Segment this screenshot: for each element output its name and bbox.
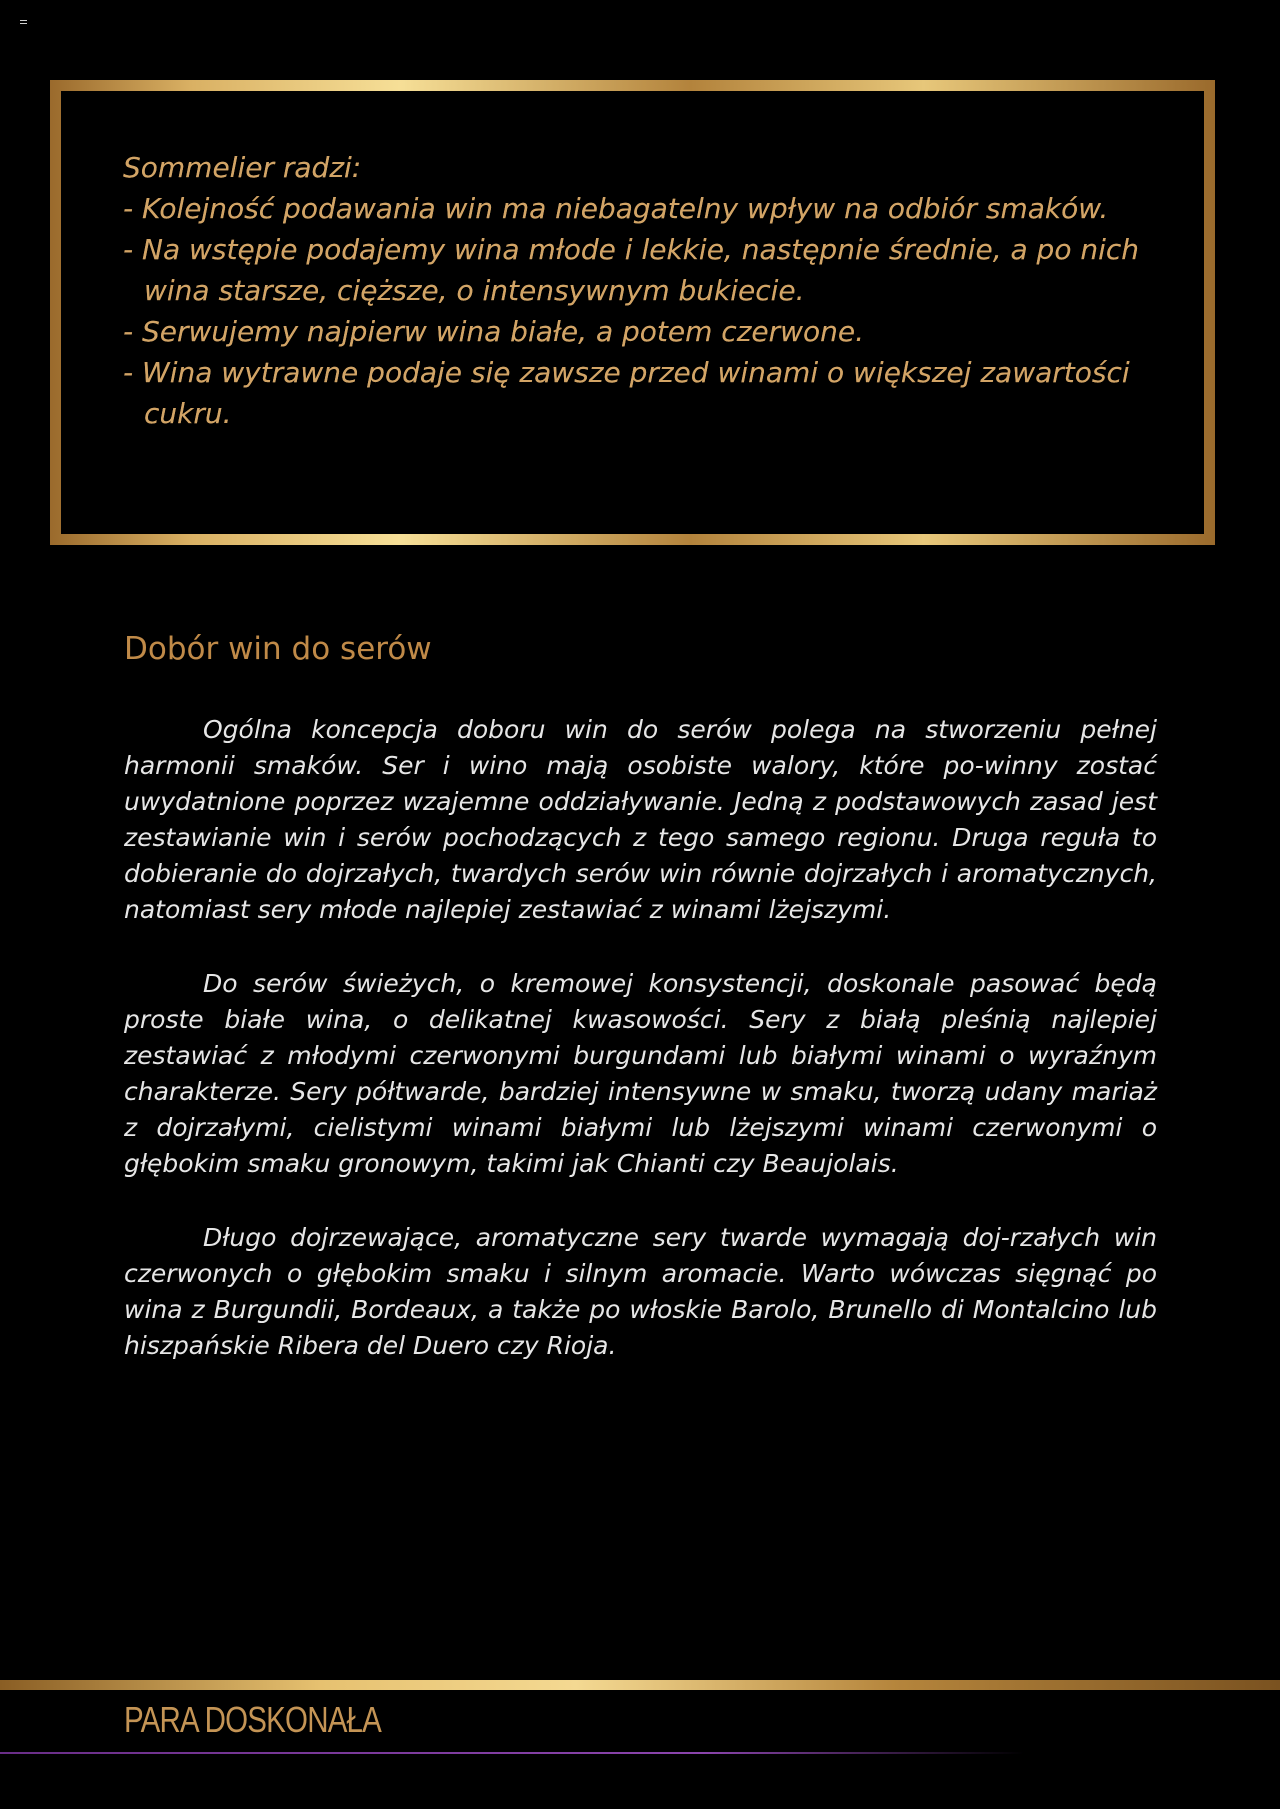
tip-item: - Kolejność podawania win ma niebagatelny wpływ na odbiór smaków. [123, 188, 1152, 229]
paragraph: Do serów świeżych, o kremowej konsystencji, doskonale pasować będą proste białe wina, o delikatnej kwasowości. Sery z białą pleśnią najlepiej zestawiać z młodymi czerwonymi burgundami lub białymi winami o wyraźnym charakterze. Sery półtwarde, bardziej intensywne w smaku, tworzą udany mariaż z dojrzałymi, cielistymi winami białymi lub lżejszymi winami czerwonymi o głębokim smaku gronowym, takimi jak Chianti czy Beaujolais. [124, 969, 1157, 1178]
paragraph: Ogólna koncepcja doboru win do serów polega na stworzeniu pełnej harmonii smaków. Ser i wino mają osobiste walory, które po-winny zostać uwydatnione poprzez wzajemne oddziaływanie. Jedną z podstawowych zasad jest zestawianie win i serów pochodzących z tego samego regionu. Druga reguła to dobieranie do dojrzałych, twardych serów win równie dojrzałych i aromatycznych, natomiast sery młode najlepiej zestawiać z winami lżejszymi. [124, 715, 1157, 924]
sommelier-tips [123, 188, 1152, 434]
paragraph: Długo dojrzewające, aromatyczne sery twarde wymagają doj-rzałych win czerwonych o głębokim smaku i silnym aromacie. Warto wówczas sięgnąć po wina z Burgundii, Bordeaux, a także po włoskie Barolo, Brunello di Montalcino lub hiszpańskie Ribera del Duero czy Rioja. [124, 1223, 1157, 1360]
tip-item: - Serwujemy najpierw wina białe, a potem czerwone. [123, 311, 1152, 352]
sommelier-title: Sommelier radzi: [123, 147, 1152, 188]
footer-title: PARA DOSKONAŁA [124, 1699, 382, 1740]
sommelier-frame [50, 80, 1215, 545]
footer-gold-divider [0, 1680, 1280, 1690]
section-title: Dobór win do serów [124, 631, 432, 667]
tip-item: - Na wstępie podajemy wina młode i lekkie, następnie średnie, a po nich wina starsze, cięższe, o intensywnym bukiecie. [123, 229, 1152, 311]
menu-icon[interactable] [20, 20, 27, 25]
tip-item: - Wina wytrawne podaje się zawsze przed winami o większej zawartości cukru. [123, 352, 1152, 434]
article-body [124, 712, 1157, 1402]
sommelier-box [61, 91, 1204, 534]
footer-purple-divider [0, 1752, 1280, 1754]
